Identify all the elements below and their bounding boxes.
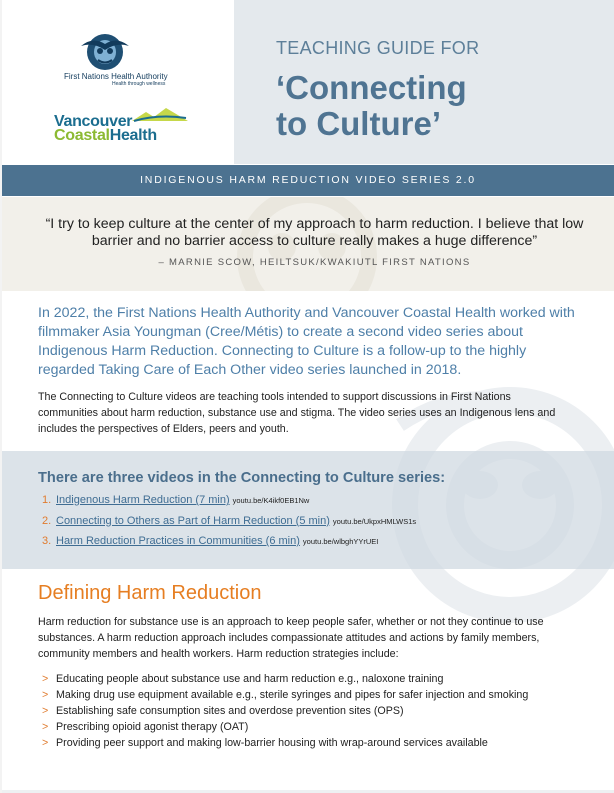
vch-logo-health: Health [109,127,157,144]
chevron-right-icon: > [42,689,49,701]
page-title-line2: to Culture’ [276,105,441,142]
list-item [42,719,528,735]
video-url-1: youtu.be/K4ikf0EB1Nw [232,496,310,505]
vch-logo-line2 [54,127,157,145]
strategy-list [42,671,528,751]
list-item-text: Establishing safe consumption sites and overdose prevention sites (OPS) [56,705,404,717]
intro-body: The Connecting to Culture videos are teaching tools intended to support discussions in First Nations communities about harm reduction, substance use and stigma. The video series uses an Indigenous lens and includes the perspectives of Elders, peers and youth. [38,391,556,435]
video-url-3: youtu.be/wlbghYYrUEI [302,537,379,546]
section-heading: Defining Harm Reduction [38,582,262,604]
chevron-right-icon: > [42,673,49,685]
section-paragraph: Harm reduction for substance use is an approach to keep people safer, whether or not they continue to use substances. A harm reduction approach includes compassionate attitudes and actions by family members, community members and health workers. Harm reduction strategies include: [38,616,544,660]
list-item [42,735,528,751]
video-item [42,494,416,515]
list-item-text: Educating people about substance use and harm reduction e.g., naloxone training [56,673,444,685]
video-link-3[interactable]: Harm Reduction Practices in Communities (6 min) [56,535,300,547]
fnha-logo-icon [77,32,133,72]
video-number: 1. [42,494,52,506]
quote-box [2,197,614,291]
vch-logo-coastal: Coastal [54,127,110,144]
guide-kicker: TEACHING GUIDE FOR [276,38,480,58]
fnha-logo-tagline: Health through wellness [112,81,166,87]
list-item [42,703,528,719]
list-item [42,671,528,687]
list-item-text: Prescribing opioid agonist therapy (OAT) [56,721,249,733]
video-list [42,494,416,556]
vch-logo-line1: Vancouver [54,113,133,130]
chevron-right-icon: > [42,737,49,749]
chevron-right-icon: > [42,721,49,733]
intro-lead: In 2022, the First Nations Health Authority and Vancouver Coastal Health worked with filmmaker Asia Youngman (Cree/Métis) to create a second video series about Indigenous Harm Reduction. Connecting to Culture is a follow-up to the highly regarded Taking Care of Each Other video series launched in 2018. [38,305,575,378]
logo-panel [2,0,234,164]
video-item [42,535,416,556]
pull-quote: “I try to keep culture at the center of my approach to harm reduction. I believe that low barrier and no barrier access to culture really makes a huge difference” [45,216,584,249]
videos-heading: There are three videos in the Connecting to Culture series: [38,470,446,486]
list-item-text: Making drug use equipment available e.g., sterile syringes and pipes for safer injection and smoking [56,689,529,701]
video-number: 3. [42,535,52,547]
list-item [42,687,528,703]
page-title-line1: ‘Connecting [276,69,467,106]
header [2,0,614,164]
video-link-2[interactable]: Connecting to Others as Part of Harm Reduction (5 min) [56,514,330,527]
chevron-right-icon: > [42,705,49,717]
fnha-logo-name: First Nations Health Authority [64,72,168,81]
quote-attribution: – MARNIE SCOW, HEILTSUK/KWAKIUTL FIRST NATIONS [158,257,471,268]
page-title [276,70,467,142]
video-item [42,515,416,536]
video-url-2: youtu.be/UkpxHMLWS1s [332,516,417,526]
vch-mountain-icon [132,106,188,122]
videos-box [2,451,614,569]
series-band: INDIGENOUS HARM REDUCTION VIDEO SERIES 2.0 [2,165,614,196]
video-number: 2. [42,514,52,527]
title-panel [234,0,614,164]
video-link-1[interactable]: Indigenous Harm Reduction (7 min) [56,494,230,506]
list-item-text: Providing peer support and making low-barrier housing with wrap-around services available [56,737,488,749]
